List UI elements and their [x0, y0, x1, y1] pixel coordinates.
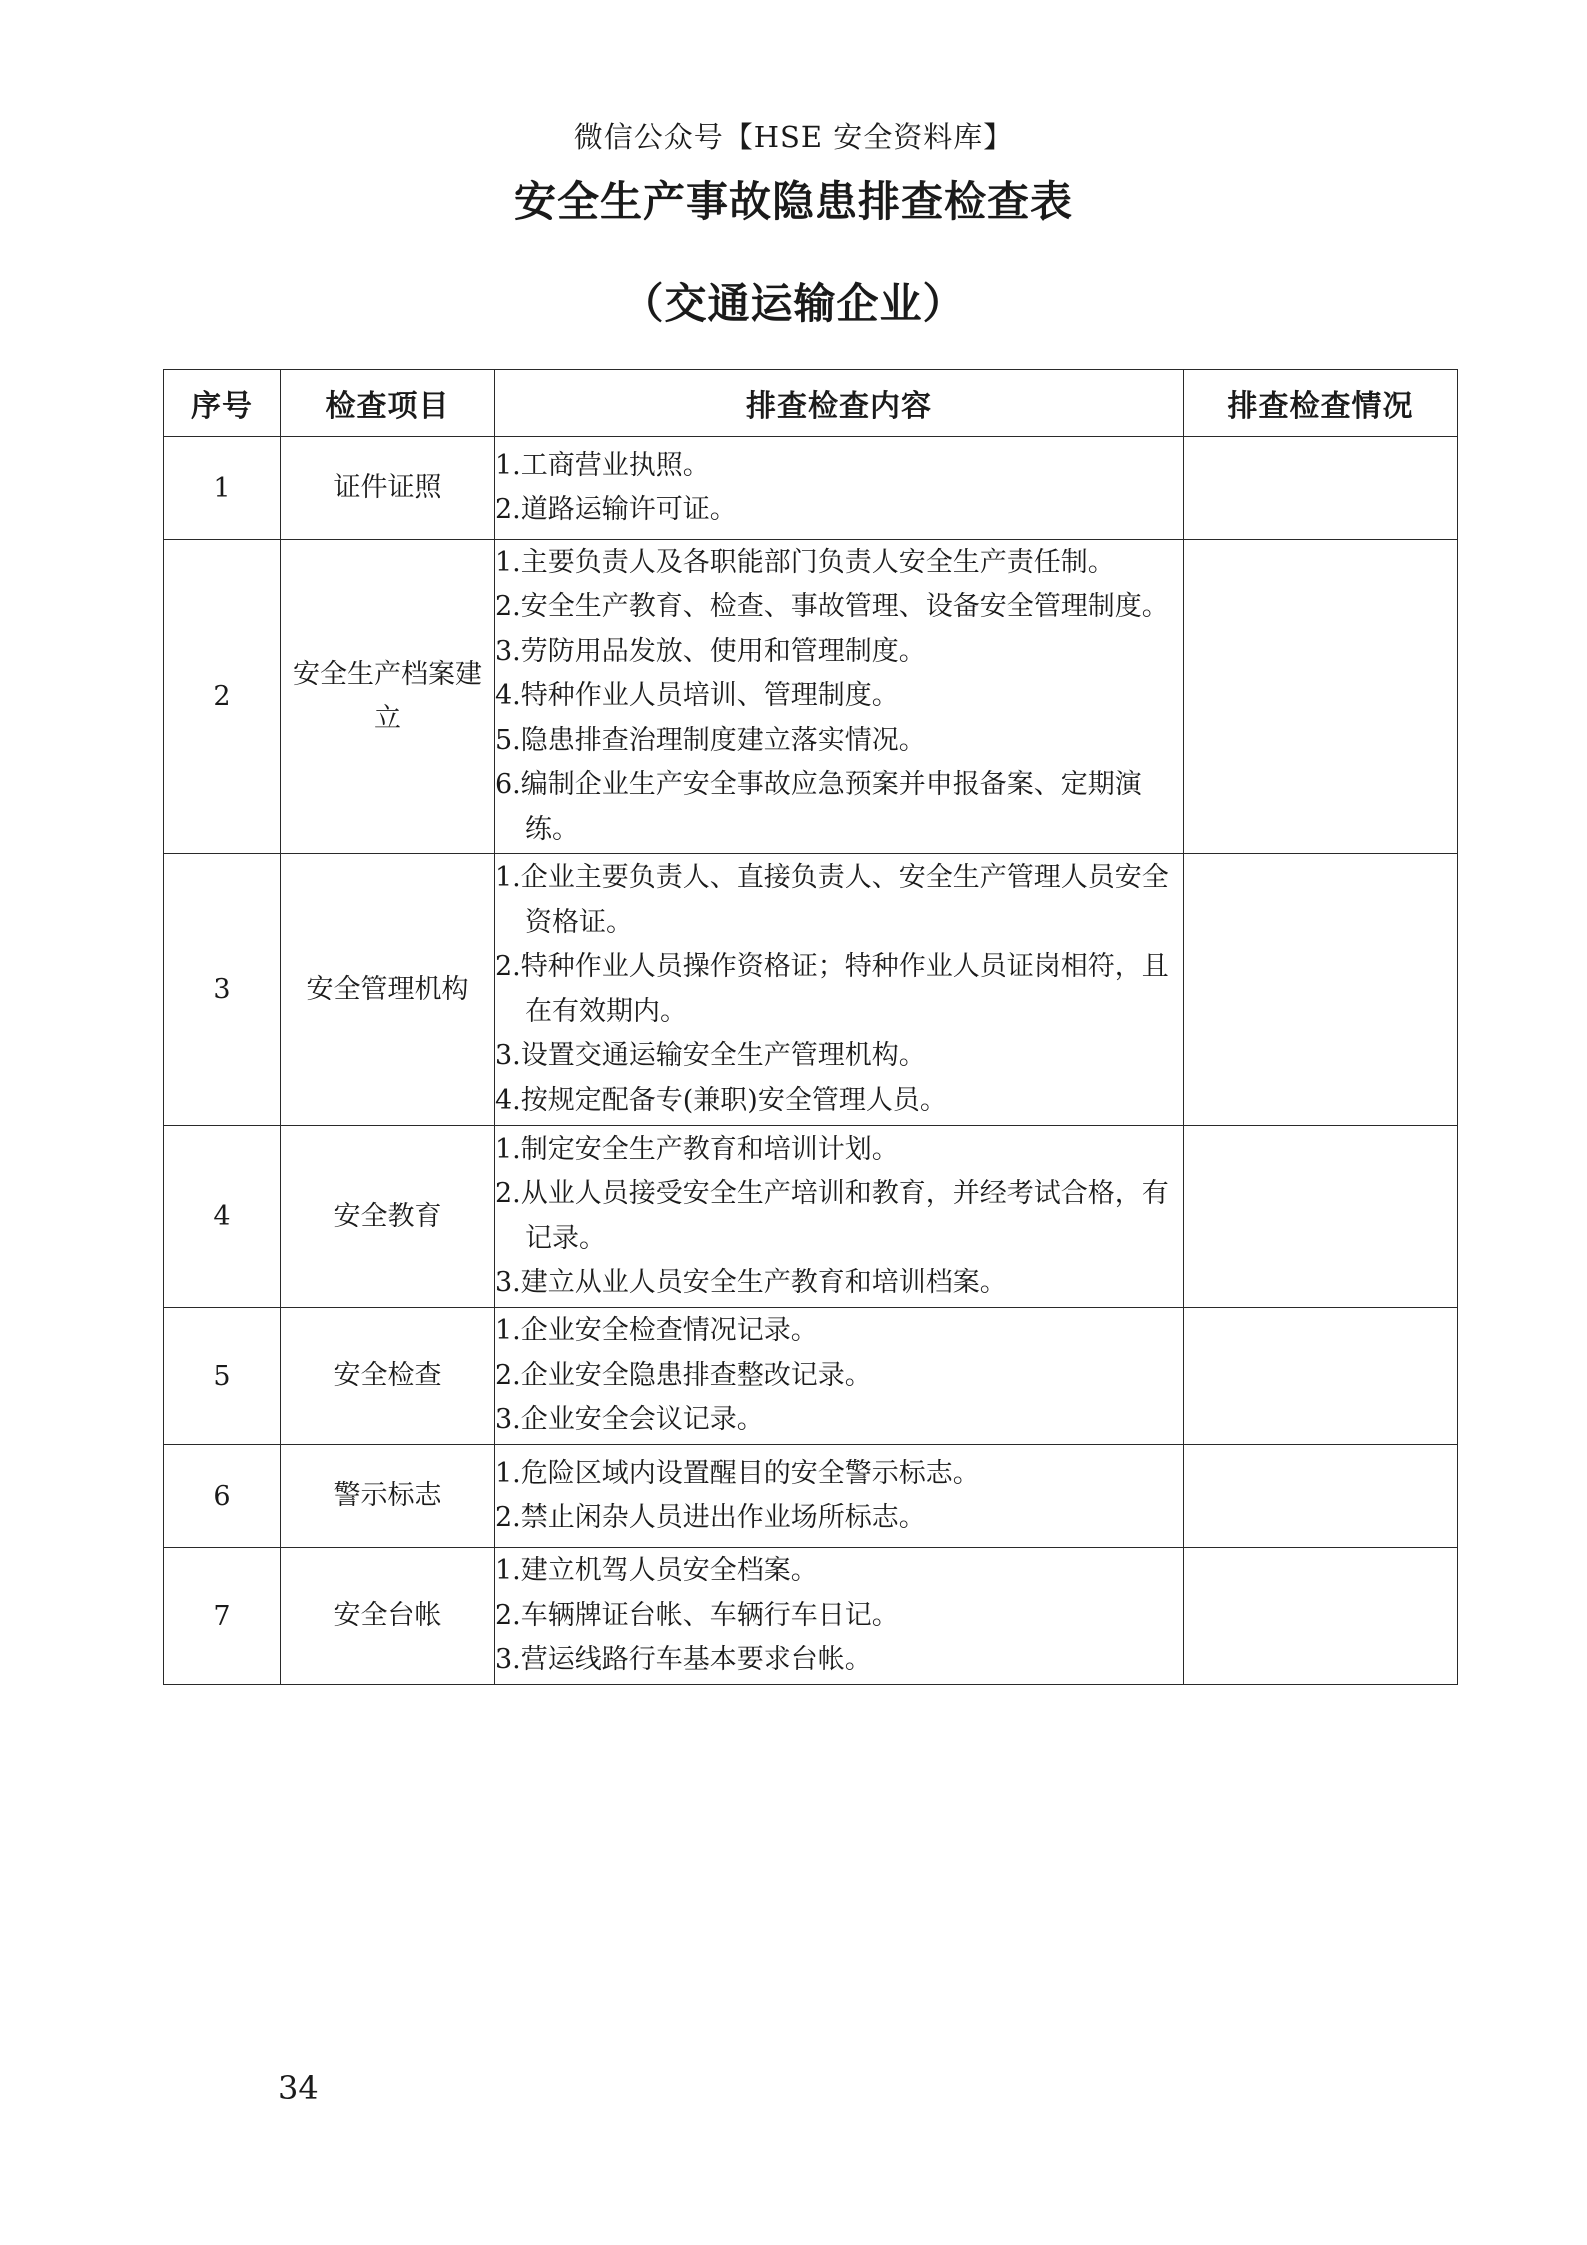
row-item: 证件证照	[281, 437, 495, 540]
wechat-account-line: 微信公众号【HSE 安全资料库】	[573, 120, 1014, 154]
row-number: 6	[164, 1445, 281, 1548]
row-number: 3	[164, 854, 281, 1126]
row-number: 2	[164, 540, 281, 854]
row-item: 安全检查	[281, 1308, 495, 1445]
header-check-result: 排查检查情况	[1184, 370, 1458, 437]
row-result	[1184, 1548, 1458, 1685]
content-line: 2.特种作业人员操作资格证；特种作业人员证岗相符，且在有效期内。	[495, 951, 1169, 1027]
table-header-row	[164, 370, 1458, 437]
table-row	[164, 540, 1458, 854]
table-row	[164, 1445, 1458, 1548]
content-line: 3.建立从业人员安全生产教育和培训档案。	[495, 1267, 1007, 1298]
table-row	[164, 1548, 1458, 1685]
row-result	[1184, 854, 1458, 1126]
row-result	[1184, 1126, 1458, 1308]
row-number: 4	[164, 1126, 281, 1308]
row-result	[1184, 1445, 1458, 1548]
row-result	[1184, 540, 1458, 854]
row-content	[495, 1548, 1184, 1685]
row-content	[495, 1126, 1184, 1308]
page-number: 34	[278, 2069, 319, 2107]
content-line: 1.工商营业执照。	[495, 449, 710, 481]
row-result	[1184, 1308, 1458, 1445]
content-line: 2.安全生产教育、检查、事故管理、设备安全管理制度。	[495, 591, 1169, 623]
row-item: 安全管理机构	[281, 854, 495, 1126]
content-line: 1.主要负责人及各职能部门负责人安全生产责任制。	[495, 546, 1115, 578]
content-line: 4.按规定配备专(兼职)安全管理人员。	[495, 1084, 947, 1116]
table-row	[164, 437, 1458, 540]
row-number: 1	[164, 437, 281, 540]
row-item: 安全生产档案建立	[281, 540, 495, 854]
row-content	[495, 854, 1184, 1126]
table-row	[164, 1308, 1458, 1445]
content-line: 2.企业安全隐患排查整改记录。	[495, 1359, 872, 1391]
row-number: 7	[164, 1548, 281, 1685]
content-line: 2.禁止闲杂人员进出作业场所标志。	[495, 1502, 926, 1533]
table-row	[164, 854, 1458, 1126]
page-title: 安全生产事故隐患排查检查表	[513, 177, 1073, 226]
row-result	[1184, 437, 1458, 540]
content-line: 2.道路运输许可证。	[495, 494, 737, 525]
content-line: 2.从业人员接受安全生产培训和教育，并经考试合格，有记录。	[495, 1178, 1169, 1254]
row-content	[495, 1445, 1184, 1548]
row-content	[495, 1308, 1184, 1445]
table-row	[164, 1126, 1458, 1308]
content-line: 1.企业安全检查情况记录。	[495, 1315, 818, 1347]
content-line: 6.编制企业生产安全事故应急预案并申报备案、定期演练。	[495, 769, 1142, 845]
header-check-item: 检查项目	[281, 370, 495, 437]
content-line: 4.特种作业人员培训、管理制度。	[495, 680, 899, 712]
header-number: 序号	[164, 370, 281, 437]
page-subtitle: （交通运输企业）	[621, 279, 966, 328]
row-item: 安全台帐	[281, 1548, 495, 1685]
content-line: 5.隐患排查治理制度建立落实情况。	[495, 724, 926, 756]
row-content	[495, 437, 1184, 540]
row-item: 安全教育	[281, 1126, 495, 1308]
content-line: 1.制定安全生产教育和培训计划。	[495, 1133, 899, 1165]
header-check-content: 排查检查内容	[495, 370, 1184, 437]
content-line: 1.危险区域内设置醒目的安全警示标志。	[495, 1457, 980, 1489]
content-line: 3.营运线路行车基本要求台帐。	[495, 1644, 872, 1676]
content-line: 1.企业主要负责人、直接负责人、安全生产管理人员安全资格证。	[495, 862, 1169, 938]
row-item: 警示标志	[281, 1445, 495, 1548]
content-line: 3.设置交通运输安全生产管理机构。	[495, 1040, 926, 1071]
inspection-table	[163, 369, 1458, 1685]
row-number: 5	[164, 1308, 281, 1445]
row-content	[495, 540, 1184, 854]
content-line: 1.建立机驾人员安全档案。	[495, 1555, 818, 1587]
content-line: 3.企业安全会议记录。	[495, 1404, 764, 1436]
content-line: 3.劳防用品发放、使用和管理制度。	[495, 635, 926, 667]
content-line: 2.车辆牌证台帐、车辆行车日记。	[495, 1599, 899, 1631]
